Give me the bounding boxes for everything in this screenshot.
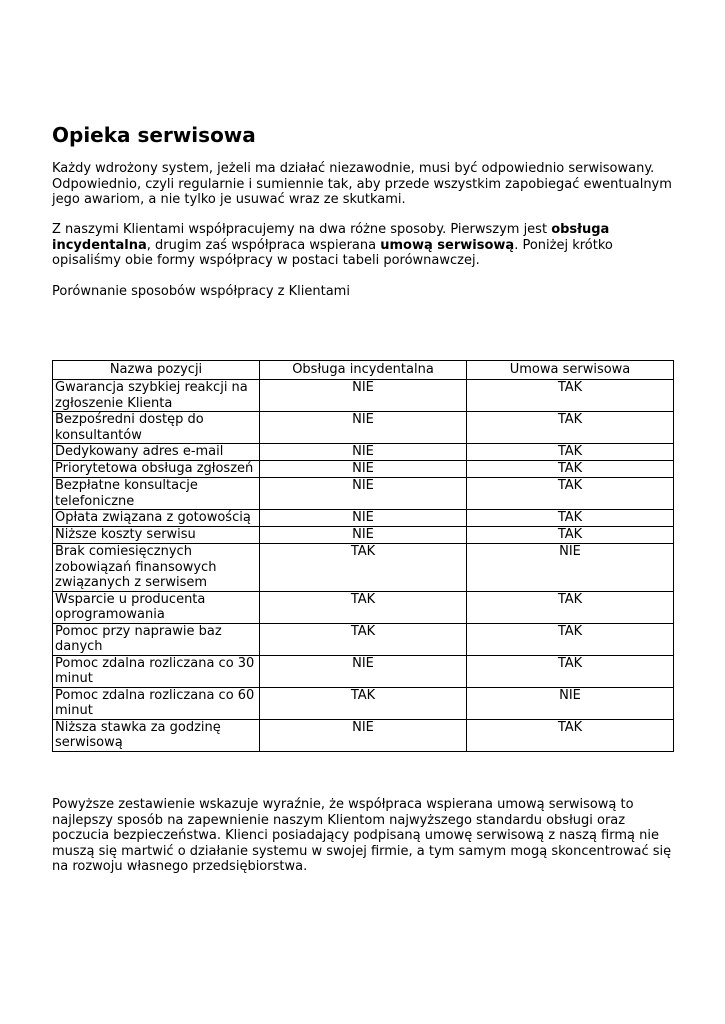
table-row xyxy=(53,461,674,478)
row-name: Niższe koszty serwisu xyxy=(53,527,260,544)
cooperation-paragraph xyxy=(52,222,674,269)
page-title: Opieka serwisowa xyxy=(52,123,256,147)
table-row xyxy=(53,719,674,751)
row-name: Priorytetowa obsługa zgłoszeń xyxy=(53,461,260,478)
incidental-value: NIE xyxy=(260,719,467,751)
cooperation-text-2: , drugim zaś współpraca wspierana xyxy=(146,237,381,253)
contract-value: TAK xyxy=(467,478,674,510)
table-caption: Porównanie sposobów współpracy z Klientami xyxy=(52,284,350,299)
incidental-value: TAK xyxy=(260,591,467,623)
table-row xyxy=(53,478,674,510)
table-row xyxy=(53,655,674,687)
incidental-value: NIE xyxy=(260,461,467,478)
contract-value: TAK xyxy=(467,380,674,412)
row-name: Wsparcie u producenta oprogramowania xyxy=(53,591,260,623)
contract-value: NIE xyxy=(467,544,674,592)
incidental-value: NIE xyxy=(260,655,467,687)
cooperation-text-3: . Poniżej krótko opisaliśmy obie formy współpracy w postaci tabeli porównawczej. xyxy=(52,237,613,268)
table-row xyxy=(53,444,674,461)
row-name: Opłata związana z gotowością xyxy=(53,510,260,527)
incidental-service-term: obsługa incydentalna xyxy=(52,222,610,253)
incidental-value: NIE xyxy=(260,478,467,510)
incidental-value: NIE xyxy=(260,380,467,412)
row-name: Pomoc zdalna rozliczana co 30 minut xyxy=(53,655,260,687)
incidental-value: NIE xyxy=(260,510,467,527)
comparison-table xyxy=(52,360,674,752)
table-row xyxy=(53,412,674,444)
table-row xyxy=(53,623,674,655)
contract-value: TAK xyxy=(467,719,674,751)
row-name: Niższa stawka za godzinę serwisową xyxy=(53,719,260,751)
row-name: Bezpłatne konsultacje telefoniczne xyxy=(53,478,260,510)
column-header-incidental: Obsługa incydentalna xyxy=(260,361,467,380)
row-name: Brak comiesięcznych zobowiązań finansowych związanych z serwisem xyxy=(53,544,260,592)
contract-value: TAK xyxy=(467,444,674,461)
contract-value: TAK xyxy=(467,510,674,527)
intro-paragraph: Każdy wdrożony system, jeżeli ma działać niezawodnie, musi być odpowiednio serwisowany. Odpowiednio, czyli regularnie i sumiennie tak, aby przede wszystkim zapobiegać ewentualnym jego awariom, a nie tylko je usuwać wraz ze skutkami. xyxy=(52,161,672,207)
table-header-row xyxy=(53,361,674,380)
incidental-value: NIE xyxy=(260,444,467,461)
table-row xyxy=(53,544,674,592)
incidental-value: TAK xyxy=(260,623,467,655)
contract-value: TAK xyxy=(467,591,674,623)
column-header-name: Nazwa pozycji xyxy=(53,361,260,380)
contract-value: TAK xyxy=(467,461,674,478)
table-row xyxy=(53,380,674,412)
table-row xyxy=(53,510,674,527)
contract-value: TAK xyxy=(467,527,674,544)
table-row xyxy=(53,687,674,719)
cooperation-text-1: Z naszymi Klientami współpracujemy na dwa różne sposoby. Pierwszym jest xyxy=(52,222,552,237)
row-name: Gwarancja szybkiej reakcji na zgłoszenie Klienta xyxy=(53,380,260,412)
table-row xyxy=(53,527,674,544)
incidental-value: TAK xyxy=(260,687,467,719)
contract-value: TAK xyxy=(467,412,674,444)
column-header-contract: Umowa serwisowa xyxy=(467,361,674,380)
contract-value: NIE xyxy=(467,687,674,719)
contract-value: TAK xyxy=(467,655,674,687)
incidental-value: TAK xyxy=(260,544,467,592)
row-name: Bezpośredni dostęp do konsultantów xyxy=(53,412,260,444)
incidental-value: NIE xyxy=(260,527,467,544)
row-name: Pomoc przy naprawie baz danych xyxy=(53,623,260,655)
row-name: Pomoc zdalna rozliczana co 60 minut xyxy=(53,687,260,719)
row-name: Dedykowany adres e-mail xyxy=(53,444,260,461)
contract-value: TAK xyxy=(467,623,674,655)
table-row xyxy=(53,591,674,623)
service-contract-term: umową serwisową xyxy=(380,237,515,253)
incidental-value: NIE xyxy=(260,412,467,444)
conclusion-paragraph: Powyższe zestawienie wskazuje wyraźnie, że współpraca wspierana umową serwisową to najlepszy sposób na zapewnienie naszym Klientom najwyższego standardu obsługi oraz poczucia bezpieczeństwa. Klienci posiadający podpisaną umowę serwisową z naszą firmą nie muszą się martwić o działanie systemu w swojej firmie, a tym samym mogą skoncentrować się na rozwoju własnego przedsiębiorstwa. xyxy=(52,797,672,874)
